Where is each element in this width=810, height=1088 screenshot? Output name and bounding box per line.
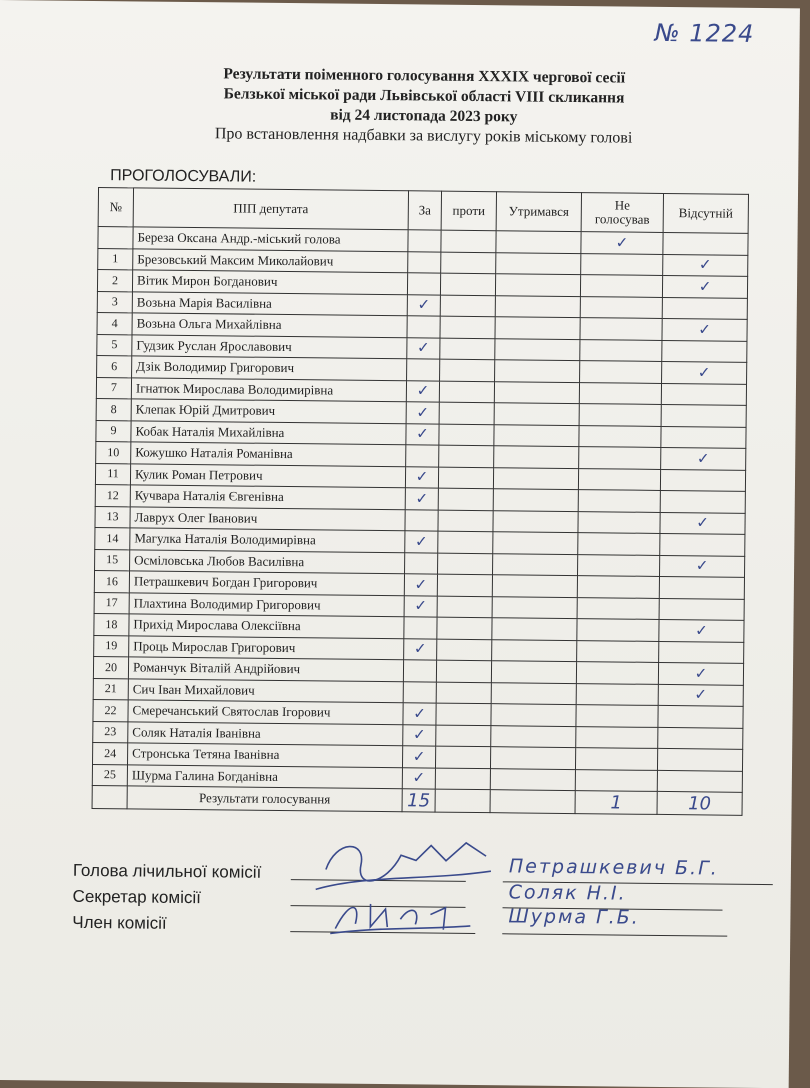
- vote-cell-absent: [663, 232, 748, 254]
- vote-cell-against: [437, 617, 492, 639]
- check-mark-icon: ✓: [412, 770, 426, 787]
- deputy-name: Брезовський Максим Миколайович: [133, 248, 408, 272]
- deputy-name: Осміловська Любов Василівна: [130, 549, 405, 573]
- row-number: 20: [93, 657, 128, 679]
- voted-heading: ПРОГОЛОСУВАЛИ:: [110, 167, 257, 186]
- vote-cell-for: [407, 337, 440, 359]
- vote-cell-abstain: [495, 317, 580, 339]
- vote-cell-not-voted: [580, 296, 662, 318]
- vote-cell-against: [436, 660, 491, 682]
- header-against: проти: [441, 191, 496, 231]
- vote-cell-absent: [659, 619, 744, 641]
- vote-cell-for: [404, 638, 437, 660]
- vote-cell-absent: [658, 705, 743, 727]
- row-number: 23: [93, 721, 128, 743]
- vote-cell-for: [405, 466, 438, 488]
- check-mark-icon: ✓: [415, 469, 429, 486]
- vote-cell-for: [405, 488, 438, 510]
- header-name: ПІП депутата: [133, 188, 408, 230]
- check-mark-icon: ✓: [413, 641, 427, 658]
- vote-cell-abstain: [491, 704, 576, 726]
- results-label: Результати голосування: [127, 786, 402, 812]
- result-against: [435, 789, 490, 813]
- deputy-name: Соляк Наталія Іванівна: [128, 721, 403, 745]
- vote-cell-absent: [661, 383, 746, 405]
- vote-cell-against: [436, 703, 491, 725]
- title-line-1: Результати поіменного голосування XXXIX чергової сесії: [223, 65, 626, 87]
- vote-cell-abstain: [496, 231, 581, 253]
- vote-cell-for: [406, 423, 439, 445]
- title-line-3: від 24 листопада 2023 року: [330, 106, 518, 126]
- deputy-name: Смеречанський Святослав Ігорович: [128, 700, 403, 724]
- vote-cell-absent: [662, 361, 747, 383]
- result-absent: 10: [657, 791, 742, 815]
- row-number: 19: [94, 635, 129, 657]
- vote-cell-against: [437, 574, 492, 596]
- vote-cell-abstain: [495, 295, 580, 317]
- row-number: 10: [96, 442, 131, 464]
- deputy-name: Дзік Володимир Григорович: [132, 356, 407, 380]
- vote-cell-for: [407, 273, 440, 295]
- vote-cell-absent: [660, 469, 745, 491]
- vote-cell-absent: [662, 297, 747, 319]
- deputy-name: Гудзик Руслан Ярославович: [132, 334, 407, 358]
- vote-cell-not-voted: [579, 425, 661, 447]
- vote-cell-for: [406, 445, 439, 467]
- vote-cell-absent: [662, 318, 747, 340]
- vote-cell-abstain: [490, 747, 575, 769]
- check-mark-icon: ✓: [416, 383, 430, 400]
- vote-cell-absent: [659, 576, 744, 598]
- vote-cell-abstain: [491, 682, 576, 704]
- vote-cell-for: [405, 531, 438, 553]
- deputy-name: Романчук Віталій Андрійович: [128, 657, 403, 681]
- member-label: Член комісії: [72, 912, 167, 933]
- row-number: 11: [95, 463, 130, 485]
- vote-cell-not-voted: [580, 361, 662, 383]
- vote-cell-abstain: [495, 360, 580, 382]
- deputy-name: Кожушко Наталія Романівна: [131, 442, 406, 466]
- check-mark-icon: ✓: [414, 577, 428, 594]
- row-number: 14: [95, 528, 130, 550]
- vote-cell-not-voted: [579, 404, 661, 426]
- result-not-voted: 1: [575, 791, 657, 815]
- member-name: Шурма Г.Б.: [508, 905, 640, 929]
- vote-cell-absent: [660, 512, 745, 534]
- deputy-name: Шурма Галина Богданівна: [127, 764, 402, 788]
- vote-cell-for: [407, 359, 440, 381]
- vote-cell-not-voted: [576, 726, 658, 748]
- header-for: За: [408, 191, 441, 230]
- vote-cell-abstain: [493, 510, 578, 532]
- check-mark-icon: ✓: [413, 706, 426, 723]
- row-number: 16: [94, 571, 129, 593]
- deputy-name: Петрашкевич Богдан Григорович: [129, 571, 404, 595]
- vote-cell-not-voted: [578, 533, 660, 555]
- vote-cell-against: [438, 531, 493, 553]
- vote-cell-not-voted: [576, 683, 658, 705]
- deputy-name: Кулик Роман Петрович: [130, 463, 405, 487]
- row-number: 25: [92, 764, 127, 786]
- check-mark-icon: ✓: [414, 534, 428, 551]
- row-number: 9: [96, 420, 131, 442]
- vote-cell-absent: [659, 641, 744, 663]
- check-mark-icon: ✓: [695, 558, 709, 575]
- row-number: 4: [97, 313, 132, 335]
- vote-cell-absent: [660, 490, 745, 512]
- vote-cell-for: [406, 380, 439, 402]
- vote-cell-for: [407, 294, 440, 316]
- row-number: 21: [93, 678, 128, 700]
- deputy-name: Кучвара Наталія Євгенівна: [130, 485, 405, 509]
- secretary-name: Соляк Н.І.: [508, 881, 627, 905]
- row-number: 8: [96, 399, 131, 421]
- vote-cell-against: [441, 252, 496, 274]
- row-number: 2: [97, 270, 132, 292]
- check-mark-icon: ✓: [694, 687, 708, 704]
- result-for: 15: [402, 789, 435, 812]
- vote-cell-against: [435, 746, 490, 768]
- check-mark-icon: ✓: [414, 598, 428, 615]
- vote-cell-absent: [657, 748, 742, 770]
- vote-cell-abstain: [493, 489, 578, 511]
- deputy-name: Сич Іван Михайлович: [128, 678, 403, 702]
- check-mark-icon: ✓: [698, 257, 712, 274]
- check-mark-icon: ✓: [698, 322, 711, 339]
- document-number: № 1224: [654, 18, 755, 48]
- vote-cell-abstain: [492, 639, 577, 661]
- row-number: 6: [97, 356, 132, 378]
- vote-cell-against: [439, 402, 494, 424]
- vote-cell-not-voted: [580, 339, 662, 361]
- deputy-name: Плахтина Володимир Григорович: [129, 592, 404, 616]
- vote-cell-against: [441, 230, 496, 252]
- check-mark-icon: ✓: [415, 491, 429, 508]
- vote-cell-abstain: [494, 381, 579, 403]
- vote-cell-against: [440, 359, 495, 381]
- deputy-name: Проць Мирослав Григорович: [129, 635, 404, 659]
- vote-cell-abstain: [493, 553, 578, 575]
- check-mark-icon: ✓: [694, 666, 708, 683]
- vote-cell-not-voted: [576, 662, 658, 684]
- vote-cell-for: [405, 509, 438, 531]
- vote-cell-absent: [662, 340, 747, 362]
- deputy-name: Магулка Наталія Володимирівна: [130, 528, 405, 552]
- vote-cell-for: [408, 251, 441, 273]
- vote-cell-for: [403, 724, 436, 746]
- vote-cell-absent: [658, 662, 743, 684]
- vote-cell-for: [404, 617, 437, 639]
- vote-cell-absent: [659, 555, 744, 577]
- vote-cell-not-voted: [579, 447, 661, 469]
- vote-cell-against: [439, 445, 494, 467]
- vote-cell-abstain: [492, 575, 577, 597]
- voting-table: [92, 187, 749, 816]
- check-mark-icon: ✓: [416, 405, 430, 422]
- vote-cell-absent: [661, 404, 746, 426]
- row-number: 24: [93, 743, 128, 765]
- check-mark-icon: ✓: [695, 623, 708, 640]
- vote-cell-for: [402, 767, 435, 789]
- deputy-name: Лаврух Олег Іванович: [130, 506, 405, 530]
- vote-cell-not-voted: [579, 382, 661, 404]
- vote-cell-against: [439, 381, 494, 403]
- vote-cell-abstain: [496, 252, 581, 274]
- vote-cell-against: [436, 682, 491, 704]
- vote-cell-not-voted: [578, 490, 660, 512]
- vote-cell-absent: [658, 727, 743, 749]
- vote-cell-against: [435, 768, 490, 790]
- chair-name: Петрашкевич Б.Г.: [508, 855, 719, 880]
- vote-cell-abstain: [495, 274, 580, 296]
- deputy-name: Вітик Мирон Богданович: [132, 270, 407, 294]
- check-mark-icon: ✓: [412, 749, 426, 766]
- vote-cell-abstain: [490, 768, 575, 790]
- vote-cell-not-voted: [580, 275, 662, 297]
- vote-cell-not-voted: [577, 597, 659, 619]
- vote-cell-for: [406, 402, 439, 424]
- check-mark-icon: ✓: [615, 235, 629, 252]
- vote-cell-not-voted: [577, 576, 659, 598]
- row-number: 18: [94, 614, 129, 636]
- vote-cell-against: [438, 467, 493, 489]
- deputy-name: Стронська Тетяна Іванівна: [128, 743, 403, 767]
- vote-cell-against: [438, 553, 493, 575]
- vote-cell-abstain: [492, 596, 577, 618]
- header-absent: Відсутній: [663, 193, 748, 233]
- check-mark-icon: ✓: [697, 365, 711, 382]
- member-name-line: [502, 933, 727, 936]
- vote-cell-abstain: [494, 446, 579, 468]
- vote-cell-against: [440, 273, 495, 295]
- title-line-2: Белзької міської ради Львівської області VIII скликання: [223, 85, 625, 107]
- vote-cell-abstain: [494, 424, 579, 446]
- check-mark-icon: ✓: [696, 451, 710, 468]
- row-number: 5: [97, 334, 132, 356]
- vote-cell-not-voted: [577, 640, 659, 662]
- vote-cell-absent: [661, 447, 746, 469]
- deputy-name: Клепак Юрій Дмитрович: [131, 399, 406, 423]
- vote-cell-against: [437, 639, 492, 661]
- vote-cell-for: [405, 552, 438, 574]
- vote-cell-absent: [660, 533, 745, 555]
- vote-cell-against: [440, 338, 495, 360]
- vote-cell-for: [403, 660, 436, 682]
- vote-cell-absent: [657, 770, 742, 792]
- deputy-name: Ігнатюк Мирослава Володимирівна: [131, 377, 406, 401]
- vote-cell-for: [408, 230, 441, 252]
- vote-cell-not-voted: [581, 253, 663, 275]
- vote-cell-not-voted: [578, 468, 660, 490]
- check-mark-icon: ✓: [417, 297, 431, 314]
- row-number: 7: [96, 377, 131, 399]
- result-abstain: [490, 790, 575, 814]
- row-number: 15: [95, 549, 130, 571]
- header-abstain: Утримався: [496, 192, 581, 232]
- vote-cell-absent: [663, 254, 748, 276]
- deputy-name: Возьна Ольга Михайлівна: [132, 313, 407, 337]
- row-number: 17: [94, 592, 129, 614]
- check-mark-icon: ✓: [416, 426, 429, 443]
- vote-cell-not-voted: [577, 619, 659, 641]
- vote-cell-for: [404, 595, 437, 617]
- vote-cell-against: [438, 488, 493, 510]
- vote-cell-for: [403, 681, 436, 703]
- deputy-name: Возьна Марія Василівна: [132, 291, 407, 315]
- vote-cell-against: [438, 510, 493, 532]
- vote-cell-not-voted: [575, 769, 657, 791]
- row-number: 12: [95, 485, 130, 507]
- deputy-name: Береза Оксана Андр.-міський голова: [133, 227, 408, 251]
- vote-cell-abstain: [491, 661, 576, 683]
- check-mark-icon: ✓: [696, 515, 709, 532]
- vote-cell-against: [439, 424, 494, 446]
- vote-cell-not-voted: [576, 705, 658, 727]
- vote-cell-against: [440, 316, 495, 338]
- vote-cell-not-voted: [575, 748, 657, 770]
- row-number: 3: [97, 291, 132, 313]
- row-number: 22: [93, 700, 128, 722]
- results-empty-cell: [92, 786, 127, 809]
- vote-cell-for: [403, 703, 436, 725]
- deputy-name: Кобак Наталія Михайлівна: [131, 420, 406, 444]
- vote-cell-not-voted: [581, 232, 663, 254]
- document-title: [99, 63, 750, 150]
- check-mark-icon: ✓: [416, 340, 430, 357]
- table-header-row: [98, 188, 748, 234]
- vote-cell-absent: [662, 275, 747, 297]
- vote-cell-for: [402, 746, 435, 768]
- check-mark-icon: ✓: [412, 727, 426, 744]
- vote-cell-for: [407, 316, 440, 338]
- vote-cell-against: [437, 596, 492, 618]
- vote-cell-against: [440, 295, 495, 317]
- row-number: 13: [95, 506, 130, 528]
- vote-cell-abstain: [493, 532, 578, 554]
- vote-cell-not-voted: [578, 511, 660, 533]
- vote-cell-not-voted: [580, 318, 662, 340]
- vote-cell-absent: [659, 598, 744, 620]
- deputy-name: Прихід Мирослава Олексіївна: [129, 614, 404, 638]
- vote-cell-abstain: [495, 338, 580, 360]
- secretary-label: Секретар комісії: [72, 886, 202, 908]
- vote-cell-for: [404, 574, 437, 596]
- row-number: [98, 227, 133, 249]
- check-mark-icon: ✓: [698, 279, 712, 296]
- vote-cell-abstain: [494, 403, 579, 425]
- vote-cell-against: [436, 725, 491, 747]
- chair-label: Голова лічильної комісії: [72, 860, 262, 882]
- vote-cell-abstain: [492, 618, 577, 640]
- header-not-voted: Не голосував: [581, 193, 663, 233]
- vote-cell-abstain: [491, 725, 576, 747]
- row-number: 1: [98, 248, 133, 270]
- vote-cell-not-voted: [578, 554, 660, 576]
- vote-cell-absent: [658, 684, 743, 706]
- vote-cell-abstain: [493, 467, 578, 489]
- member-signature: [325, 888, 476, 940]
- header-num: №: [98, 188, 133, 227]
- document-subtitle: Про встановлення надбавки за вислугу років міському голові: [214, 125, 633, 147]
- vote-cell-absent: [661, 426, 746, 448]
